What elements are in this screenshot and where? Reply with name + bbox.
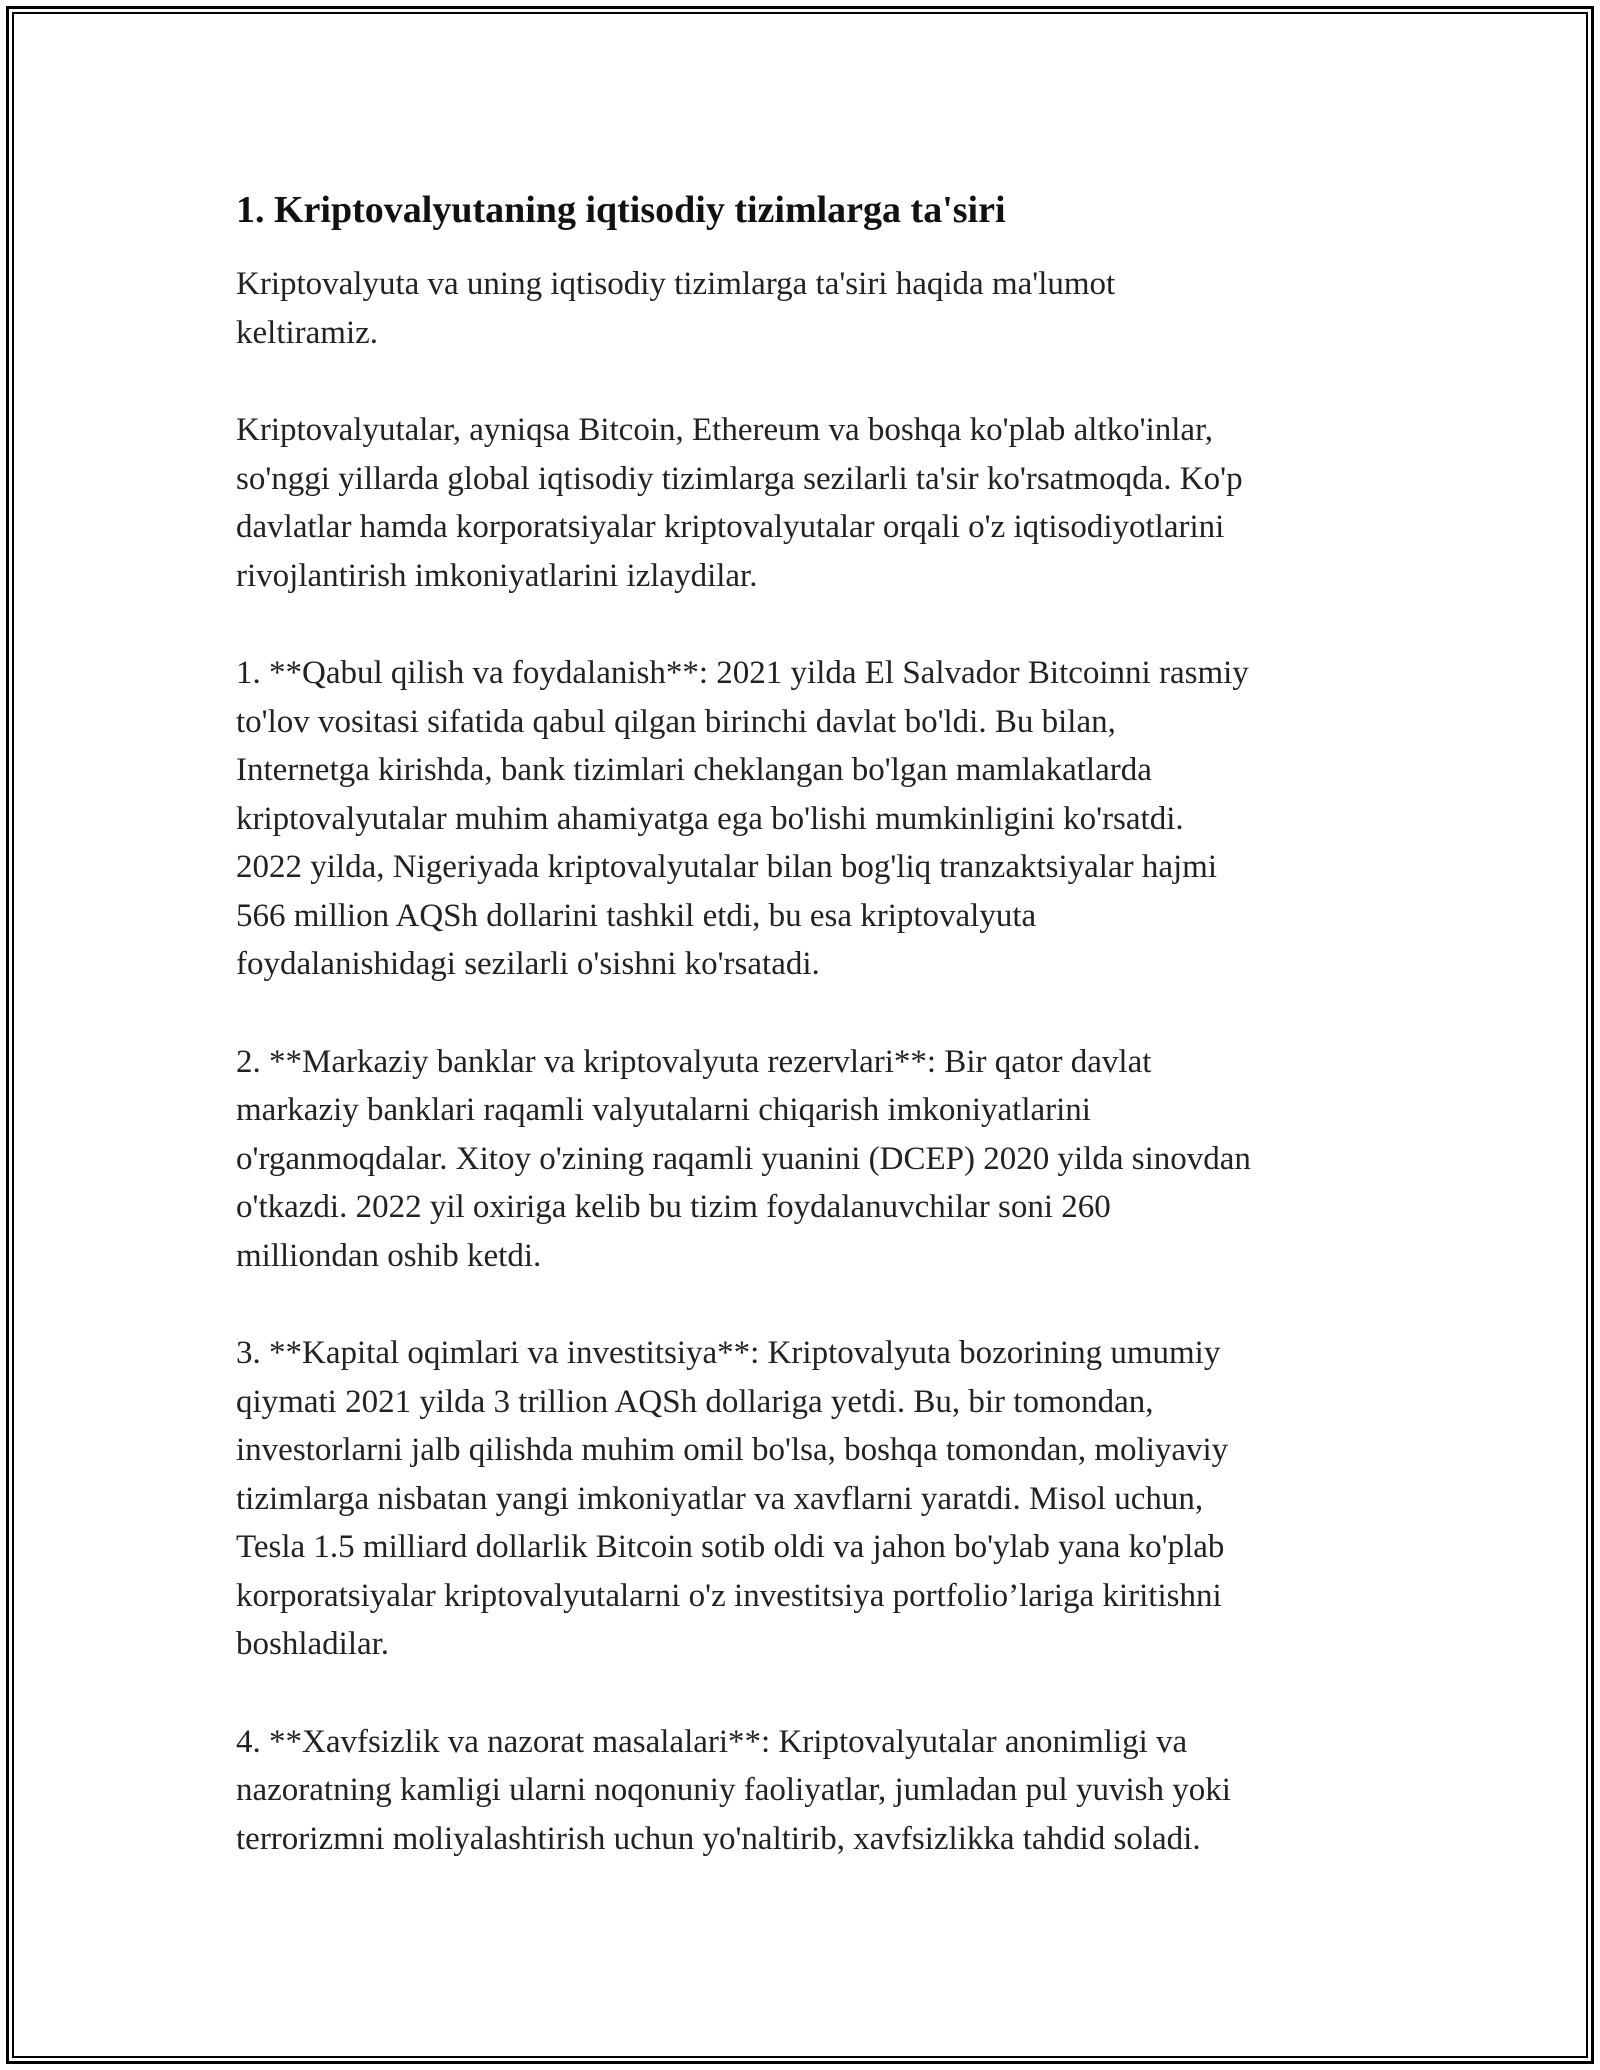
overview-paragraph: Kriptovalyutalar, ayniqsa Bitcoin, Ethereum va boshqa ko'plab altko'inlar, so'nggi yillarda global iqtisodiy tizimlarga sezilarli ta'sir ko'rsatmoqda. Ko'p davlatlar hamda korporatsiyalar kriptovalyutalar orqali o'z iqtisodiyotlarini rivojlantirish imkoniyatlarini izlaydilar. [236, 412, 1243, 594]
intro-paragraph: Kriptovalyuta va uning iqtisodiy tizimlarga ta'siri haqida ma'lumot keltiramiz. [236, 266, 1116, 351]
document-title: 1. Kriptovalyutaning iqtisodiy tizimlarga ta'siri [236, 189, 1006, 231]
list-item-capital-flows: 3. **Kapital oqimlari va investitsiya**: Kriptovalyuta bozorining umumiy qiymati 2021 yilda 3 trillion AQSh dollariga yetdi. Bu, bir tomondan, investorlarni jalb qilishda muhim omil bo'lsa, boshqa tomondan, moliyaviy tizimlarga nisbatan yangi imkoniyatlar va xavflarni yaratdi. Misol uchun, Tesla 1.5 milliard dollarlik Bitcoin sotib oldi va jahon bo'ylab yana ko'plab korporatsiyalar kriptovalyutalarni o'z investitsiya portfolio’lariga kiritishni boshladilar. [236, 1335, 1229, 1662]
document-body [236, 186, 1366, 1912]
list-item-central-banks: 2. **Markaziy banklar va kriptovalyuta rezervlari**: Bir qator davlat markaziy banklari raqamli valyutalarni chiqarish imkoniyatlarini o'rganmoqdalar. Xitoy o'zining raqamli yuanini (DCEP) 2020 yilda sinovdan o'tkazdi. 2022 yil oxiriga kelib bu tizim foydalanuvchilar soni 260 milliondan oshib ketdi. [236, 1043, 1251, 1274]
list-item-adoption: 1. **Qabul qilish va foydalanish**: 2021 yilda El Salvador Bitcoinni rasmiy to'lov vositasi sifatida qabul qilgan birinchi davlat bo'ldi. Bu bilan, Internetga kirishda, bank tizimlari cheklangan bo'lgan mamlakatlarda kriptovalyutalar muhim ahamiyatga ega bo'lishi mumkinligini ko'rsatdi. 2022 yilda, Nigeriyada kriptovalyutalar bilan bog'liq tranzaktsiyalar hajmi 566 million AQSh dollarini tashkil etdi, bu esa kriptovalyuta foydalanishidagi sezilarli o'sishni ko'rsatadi. [236, 655, 1249, 982]
list-item-security: 4. **Xavfsizlik va nazorat masalalari**: Kriptovalyutalar anonimligi va nazoratning kamligi ularni noqonuniy faoliyatlar, jumladan pul yuvish yoki terrorizmni moliyalashtirish uchun yo'naltirib, xavfsizlikka tahdid soladi. [236, 1723, 1231, 1857]
